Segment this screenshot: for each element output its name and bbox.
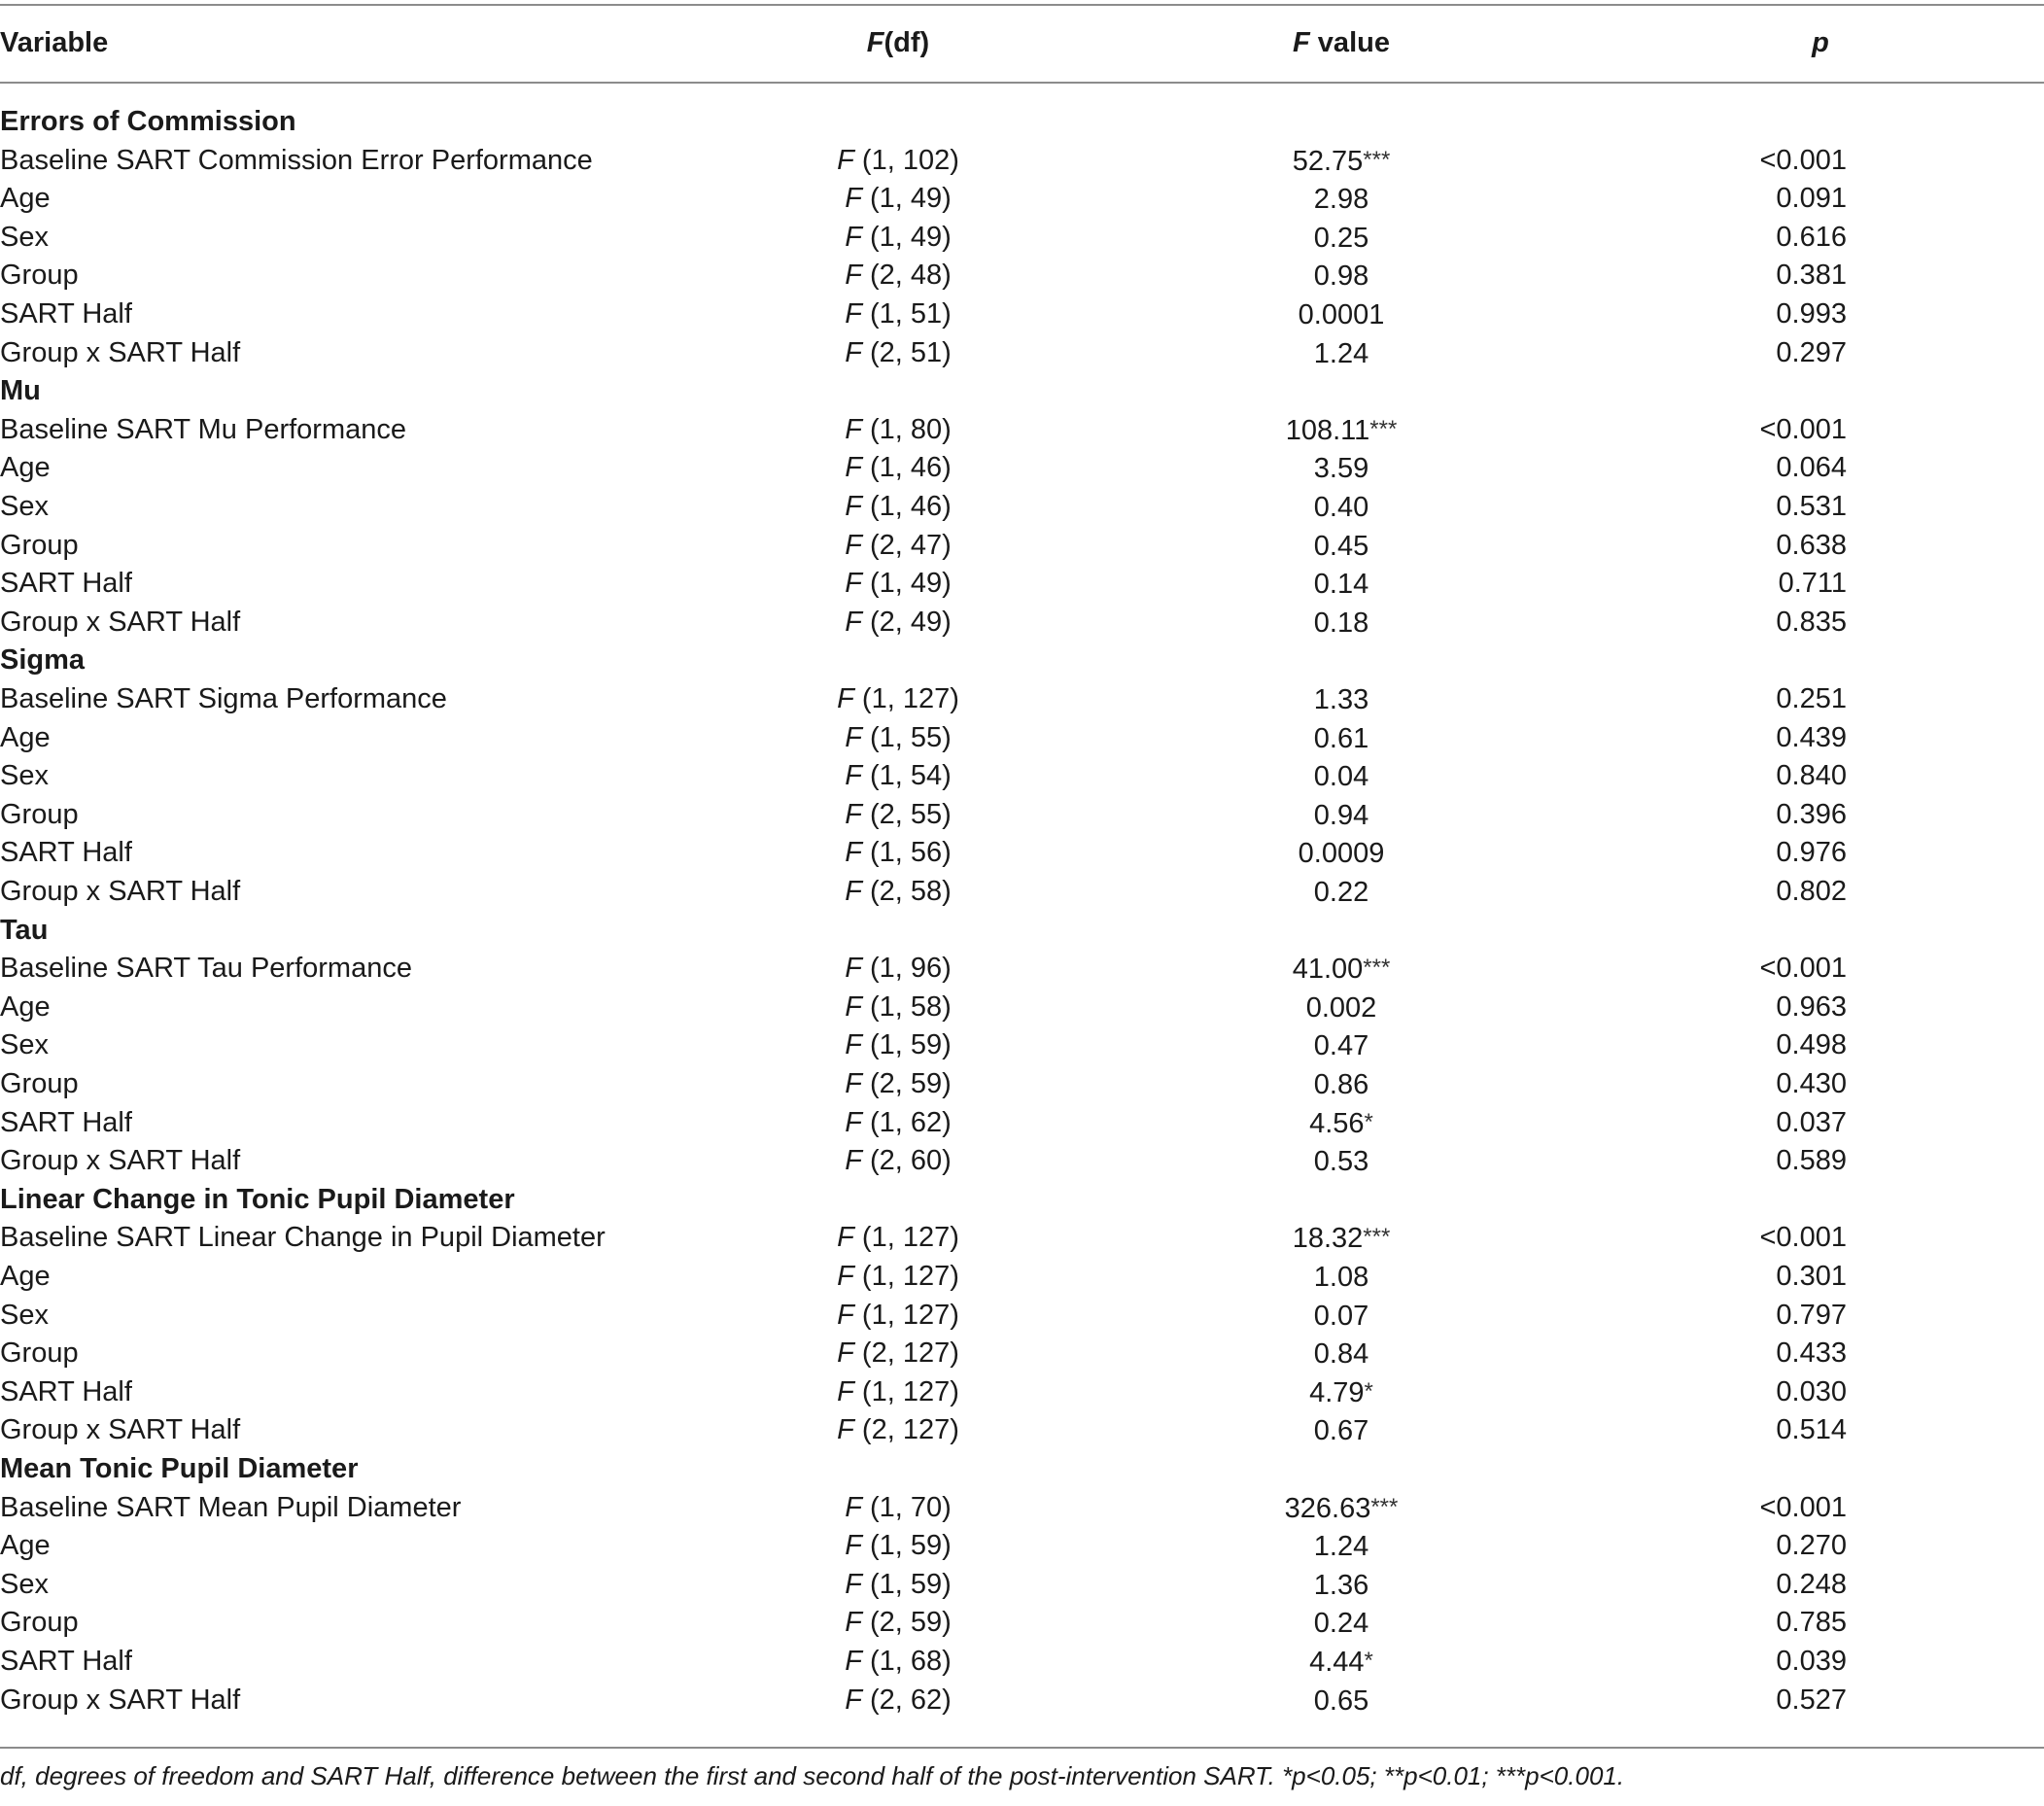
cell-p: 0.785 <box>1776 1607 1847 1638</box>
cell-fdf-f: F <box>845 491 862 522</box>
cell-fvalue-number: 0.86 <box>1313 1069 1369 1100</box>
cell-p: 0.037 <box>1776 1107 1847 1138</box>
cell-fdf-f: F <box>837 1300 854 1331</box>
table-row <box>0 256 2044 295</box>
cell-p: 0.430 <box>1776 1068 1847 1099</box>
cell-fvalue-number: 4.56 <box>1309 1108 1365 1139</box>
cell-fdf-value: (1, 127) <box>861 683 959 714</box>
cell-fdf-value: (1, 49) <box>869 568 952 599</box>
cell-fdf-value: (1, 54) <box>869 760 952 791</box>
significance-stars: * <box>1364 1109 1373 1135</box>
header-fvalue-f: F <box>1293 27 1310 58</box>
cell-p: 0.248 <box>1776 1569 1847 1600</box>
cell-fdf-value: (1, 59) <box>869 1530 952 1561</box>
table-row <box>0 1334 2044 1372</box>
table-row <box>0 1603 2044 1642</box>
cell-p: 0.396 <box>1776 799 1847 830</box>
cell-p: 0.091 <box>1776 183 1847 214</box>
cell-variable: Age <box>0 183 51 214</box>
cell-fdf-f: F <box>845 991 862 1023</box>
table-row <box>0 1526 2044 1565</box>
table-row <box>0 1025 2044 1064</box>
cell-fdf-f: F <box>845 183 862 214</box>
cell-p: 0.270 <box>1776 1530 1847 1561</box>
cell-fvalue-number: 18.32 <box>1292 1223 1364 1254</box>
cell-fdf-value: (1, 96) <box>869 953 952 984</box>
cell-fdf-f: F <box>845 1029 862 1060</box>
section-title: Mu <box>0 375 41 406</box>
header-fdf-rest: (df) <box>883 27 930 58</box>
cell-fdf-f: F <box>845 1530 862 1561</box>
cell-p: 0.527 <box>1776 1684 1847 1716</box>
cell-variable: Baseline SART Tau Performance <box>0 953 412 984</box>
cell-fdf-value: (1, 59) <box>869 1569 952 1600</box>
cell-fdf-value: (2, 48) <box>869 260 952 291</box>
table-row <box>0 448 2044 487</box>
cell-variable: Group x SART Half <box>0 876 241 907</box>
section-header-row <box>0 641 2044 679</box>
cell-variable: Age <box>0 991 51 1023</box>
cell-p: 0.711 <box>1778 568 1847 599</box>
table-row <box>0 795 2044 834</box>
table-row <box>0 718 2044 757</box>
significance-stars: *** <box>1363 1224 1391 1250</box>
table-row <box>0 872 2044 911</box>
cell-fvalue-number: 0.07 <box>1313 1301 1369 1332</box>
table-row <box>0 949 2044 988</box>
cell-p: 0.514 <box>1776 1414 1847 1445</box>
cell-fvalue-number: 0.14 <box>1313 569 1369 600</box>
cell-fvalue-number: 2.98 <box>1313 184 1369 215</box>
table-row <box>0 1218 2044 1257</box>
cell-fvalue-number: 1.24 <box>1313 338 1369 369</box>
cell-p: <0.001 <box>1759 1222 1847 1253</box>
cell-fdf-value: (1, 127) <box>861 1222 959 1253</box>
cell-p: 0.030 <box>1776 1376 1847 1407</box>
cell-fdf-f: F <box>845 337 862 368</box>
cell-fdf-value: (2, 55) <box>869 799 952 830</box>
table-row <box>0 1372 2044 1411</box>
cell-fvalue-number: 41.00 <box>1292 954 1364 985</box>
section-title: Tau <box>0 915 49 946</box>
significance-stars: *** <box>1369 416 1398 442</box>
cell-variable: Baseline SART Sigma Performance <box>0 683 447 714</box>
cell-variable: Age <box>0 722 51 753</box>
cell-fdf-value: (1, 102) <box>861 145 959 176</box>
cell-fvalue-number: 0.67 <box>1313 1415 1369 1446</box>
cell-variable: Age <box>0 1261 51 1292</box>
cell-p: 0.531 <box>1776 491 1847 522</box>
cell-p: 0.498 <box>1776 1029 1847 1060</box>
cell-p: 0.638 <box>1776 530 1847 561</box>
cell-p: 0.797 <box>1776 1300 1847 1331</box>
cell-variable: Age <box>0 452 51 483</box>
cell-p: 0.439 <box>1776 722 1847 753</box>
significance-stars: * <box>1364 1378 1373 1405</box>
cell-p: 0.802 <box>1776 876 1847 907</box>
cell-variable: SART Half <box>0 1376 132 1407</box>
significance-stars: *** <box>1363 955 1391 981</box>
cell-fdf-f: F <box>845 607 862 638</box>
cell-variable: SART Half <box>0 568 132 599</box>
cell-p: 0.616 <box>1776 222 1847 253</box>
cell-variable: Group <box>0 260 79 291</box>
cell-fdf-value: (1, 68) <box>869 1646 952 1677</box>
table-header <box>0 23 2044 62</box>
table-row <box>0 179 2044 218</box>
table-row <box>0 487 2044 526</box>
section-header-row <box>0 102 2044 141</box>
table-row <box>0 1565 2044 1604</box>
cell-variable: Baseline SART Mu Performance <box>0 414 407 445</box>
cell-fvalue-number: 1.08 <box>1313 1262 1369 1293</box>
cell-fdf-f: F <box>845 260 862 291</box>
cell-fdf-value: (1, 127) <box>861 1300 959 1331</box>
cell-fvalue-number: 1.24 <box>1313 1531 1369 1562</box>
header-variable: Variable <box>0 27 109 58</box>
cell-fdf-f: F <box>845 1068 862 1099</box>
table-footnote: df, degrees of freedom and SART Half, difference between the first and second half of the post-intervention SART. *p<0.05; **p<0.01; ***p<0.001. <box>0 1761 1625 1790</box>
cell-fvalue-number: 0.0009 <box>1298 838 1385 869</box>
section-header-row <box>0 371 2044 410</box>
cell-fvalue-number: 1.33 <box>1313 684 1369 715</box>
table-row <box>0 833 2044 872</box>
cell-variable: Group <box>0 799 79 830</box>
significance-stars: *** <box>1363 147 1391 173</box>
cell-fdf-f: F <box>845 452 862 483</box>
cell-fdf-f: F <box>837 1376 854 1407</box>
section-title: Mean Tonic Pupil Diameter <box>0 1453 359 1484</box>
table-row <box>0 1681 2044 1719</box>
table-row <box>0 1488 2044 1527</box>
table-row <box>0 756 2044 795</box>
cell-fdf-f: F <box>845 876 862 907</box>
cell-fdf-f: F <box>837 1222 854 1253</box>
cell-fdf-f: F <box>845 760 862 791</box>
table-row <box>0 988 2044 1026</box>
section-header-row <box>0 1449 2044 1488</box>
cell-p: 0.251 <box>1776 683 1847 714</box>
cell-p: 0.963 <box>1776 991 1847 1023</box>
cell-fdf-value: (1, 46) <box>869 452 952 483</box>
cell-p: 0.301 <box>1776 1261 1847 1292</box>
cell-fdf-value: (2, 59) <box>869 1607 952 1638</box>
cell-fdf-f: F <box>845 953 862 984</box>
cell-fdf-value: (1, 51) <box>869 298 952 330</box>
cell-variable: Group x SART Half <box>0 1684 241 1716</box>
table-row <box>0 679 2044 718</box>
cell-fvalue-number: 0.47 <box>1313 1030 1369 1061</box>
cell-fdf-value: (2, 127) <box>861 1337 959 1369</box>
cell-fdf-value: (2, 62) <box>869 1684 952 1716</box>
cell-fvalue-number: 0.61 <box>1313 723 1369 754</box>
cell-fdf-f: F <box>845 1607 862 1638</box>
section-title: Errors of Commission <box>0 106 296 137</box>
cell-fvalue-number: 0.04 <box>1313 761 1369 792</box>
cell-fvalue-number: 0.84 <box>1313 1338 1369 1370</box>
cell-fvalue-number: 0.22 <box>1313 877 1369 908</box>
cell-variable: SART Half <box>0 298 132 330</box>
cell-variable: SART Half <box>0 1646 132 1677</box>
cell-variable: Group <box>0 1607 79 1638</box>
cell-variable: Baseline SART Linear Change in Pupil Diameter <box>0 1222 606 1253</box>
cell-fvalue-number: 4.44 <box>1309 1647 1365 1678</box>
header-rule <box>0 82 2044 84</box>
cell-fdf-value: (2, 59) <box>869 1068 952 1099</box>
cell-fdf-value: (1, 49) <box>869 222 952 253</box>
cell-fdf-f: F <box>845 222 862 253</box>
cell-fdf-f: F <box>845 298 862 330</box>
cell-variable: Sex <box>0 1029 49 1060</box>
section-title: Linear Change in Tonic Pupil Diameter <box>0 1184 515 1215</box>
cell-fdf-value: (2, 51) <box>869 337 952 368</box>
header-fvalue-rest: value <box>1309 27 1390 58</box>
cell-fvalue-number: 0.24 <box>1313 1608 1369 1639</box>
cell-variable: Baseline SART Mean Pupil Diameter <box>0 1492 462 1523</box>
cell-fvalue-number: 0.53 <box>1313 1146 1369 1177</box>
cell-fdf-value: (1, 62) <box>869 1107 952 1138</box>
cell-fvalue-number: 0.002 <box>1305 992 1377 1024</box>
cell-fdf-f: F <box>837 1337 854 1369</box>
cell-fdf-value: (1, 59) <box>869 1029 952 1060</box>
cell-p: 0.589 <box>1776 1145 1847 1176</box>
cell-fvalue-number: 0.45 <box>1313 531 1369 562</box>
cell-fdf-f: F <box>845 568 862 599</box>
cell-fdf-value: (1, 127) <box>861 1376 959 1407</box>
cell-variable: Sex <box>0 1569 49 1600</box>
table-row <box>0 1141 2044 1180</box>
cell-variable: Group x SART Half <box>0 607 241 638</box>
cell-p: 0.993 <box>1776 298 1847 330</box>
cell-fdf-value: (1, 55) <box>869 722 952 753</box>
cell-fdf-value: (1, 46) <box>869 491 952 522</box>
cell-fdf-f: F <box>845 1569 862 1600</box>
table-row <box>0 526 2044 565</box>
cell-variable: Group <box>0 1068 79 1099</box>
table-row <box>0 218 2044 257</box>
cell-variable: Age <box>0 1530 51 1561</box>
cell-p: 0.381 <box>1776 260 1847 291</box>
cell-p: <0.001 <box>1759 145 1847 176</box>
cell-fvalue-number: 0.25 <box>1313 223 1369 254</box>
cell-variable: Group x SART Half <box>0 337 241 368</box>
cell-variable: Group <box>0 1337 79 1369</box>
cell-p: <0.001 <box>1759 953 1847 984</box>
table-row <box>0 141 2044 180</box>
cell-p: 0.039 <box>1776 1646 1847 1677</box>
cell-fvalue-number: 108.11 <box>1285 415 1370 446</box>
header-fdf-f: F <box>866 27 884 58</box>
cell-fdf-f: F <box>845 1107 862 1138</box>
header-p-label: p <box>1812 27 1829 58</box>
significance-stars: *** <box>1370 1494 1399 1520</box>
cell-fdf-f: F <box>845 799 862 830</box>
cell-fdf-value: (1, 58) <box>869 991 952 1023</box>
cell-p: 0.064 <box>1776 452 1847 483</box>
table-row <box>0 564 2044 603</box>
cell-variable: Sex <box>0 222 49 253</box>
table-row <box>0 1642 2044 1681</box>
cell-fvalue-number: 4.79 <box>1309 1377 1365 1408</box>
cell-fvalue-number: 3.59 <box>1313 453 1369 484</box>
section-title: Sigma <box>0 644 86 676</box>
cell-fvalue-number: 52.75 <box>1292 146 1364 177</box>
table-row <box>0 1064 2044 1103</box>
cell-variable: Group x SART Half <box>0 1414 241 1445</box>
top-rule <box>0 4 2044 6</box>
table-row <box>0 333 2044 372</box>
cell-fdf-f: F <box>845 1145 862 1176</box>
cell-p: 0.433 <box>1776 1337 1847 1369</box>
cell-p: 0.840 <box>1776 760 1847 791</box>
table-row <box>0 1296 2044 1335</box>
cell-variable: Group <box>0 530 79 561</box>
cell-fdf-value: (1, 49) <box>869 183 952 214</box>
cell-fdf-f: F <box>845 837 862 868</box>
cell-fdf-value: (1, 80) <box>869 414 952 445</box>
cell-variable: SART Half <box>0 837 132 868</box>
cell-fdf-value: (2, 47) <box>869 530 952 561</box>
cell-fdf-value: (1, 70) <box>869 1492 952 1523</box>
cell-p: 0.976 <box>1776 837 1847 868</box>
cell-fdf-f: F <box>845 1684 862 1716</box>
section-header-row <box>0 911 2044 950</box>
cell-fdf-f: F <box>845 722 862 753</box>
cell-fdf-f: F <box>837 1261 854 1292</box>
cell-fvalue-number: 0.94 <box>1313 800 1369 831</box>
cell-fdf-f: F <box>837 683 854 714</box>
table-row <box>0 603 2044 642</box>
cell-fvalue-number: 0.40 <box>1313 492 1369 523</box>
cell-variable: Sex <box>0 1300 49 1331</box>
table-row <box>0 1410 2044 1449</box>
cell-fdf-f: F <box>845 1646 862 1677</box>
table-row <box>0 410 2044 449</box>
cell-variable: Baseline SART Commission Error Performance <box>0 145 593 176</box>
cell-p: 0.297 <box>1776 337 1847 368</box>
table-row <box>0 1103 2044 1142</box>
bottom-rule <box>0 1747 2044 1749</box>
table-row <box>0 1257 2044 1296</box>
cell-variable: Sex <box>0 491 49 522</box>
cell-fvalue-number: 0.0001 <box>1298 299 1385 330</box>
cell-fdf-value: (1, 127) <box>861 1261 959 1292</box>
cell-fvalue-number: 1.36 <box>1313 1570 1369 1601</box>
cell-fdf-value: (2, 58) <box>869 876 952 907</box>
cell-fvalue-number: 326.63 <box>1284 1493 1371 1524</box>
cell-variable: SART Half <box>0 1107 132 1138</box>
cell-p: <0.001 <box>1759 414 1847 445</box>
cell-variable: Sex <box>0 760 49 791</box>
cell-p: <0.001 <box>1759 1492 1847 1523</box>
cell-fdf-value: (2, 127) <box>861 1414 959 1445</box>
cell-fdf-f: F <box>845 1492 862 1523</box>
cell-fvalue-number: 0.98 <box>1313 260 1369 292</box>
table-row <box>0 295 2044 333</box>
cell-p: 0.835 <box>1776 607 1847 638</box>
cell-fdf-f: F <box>837 145 854 176</box>
cell-variable: Group x SART Half <box>0 1145 241 1176</box>
cell-fvalue-number: 0.18 <box>1313 608 1369 639</box>
cell-fvalue-number: 0.65 <box>1313 1685 1369 1717</box>
cell-fdf-f: F <box>845 414 862 445</box>
cell-fdf-f: F <box>845 530 862 561</box>
cell-fdf-f: F <box>837 1414 854 1445</box>
cell-fdf-value: (1, 56) <box>869 837 952 868</box>
cell-fdf-value: (2, 60) <box>869 1145 952 1176</box>
cell-fdf-value: (2, 49) <box>869 607 952 638</box>
section-header-row <box>0 1180 2044 1219</box>
significance-stars: * <box>1364 1648 1373 1674</box>
